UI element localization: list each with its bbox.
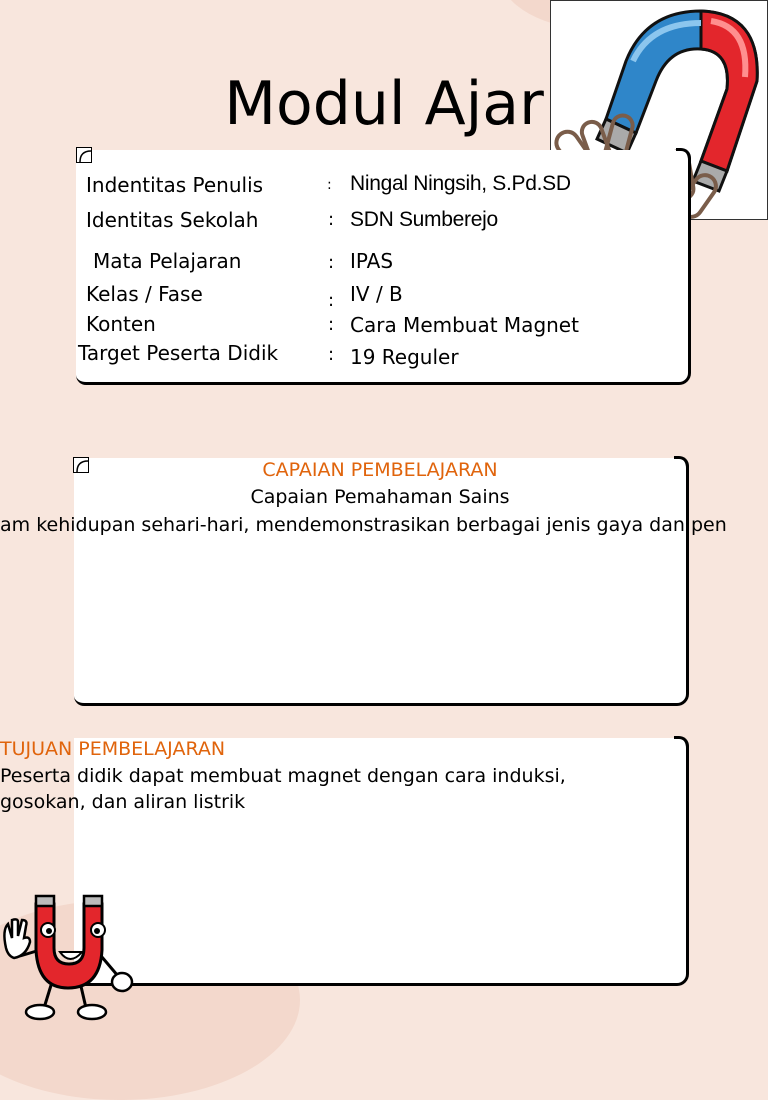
colon-konten: : — [328, 314, 335, 335]
label-kelas: Kelas / Fase — [86, 282, 203, 306]
value-mapel: IPAS — [350, 249, 394, 273]
capaian-heading: CAPAIAN PEMBELAJARAN — [262, 459, 498, 481]
value-sekolah: SDN Sumberejo — [350, 208, 498, 231]
tujuan-line-1: Peserta didik dapat membuat magnet dengan cara induksi, — [0, 765, 566, 787]
value-konten: Cara Membuat Magnet — [350, 313, 579, 337]
card-corner — [674, 736, 689, 751]
value-penulis: Ningal Ningsih, S.Pd.SD — [350, 172, 571, 195]
label-sekolah: Identitas Sekolah — [86, 208, 259, 232]
capaian-text: am kehidupan sehari-hari, mendemonstrasikan berbagai jenis gaya dan pen — [0, 514, 727, 536]
colon-sekolah: : — [328, 209, 335, 230]
tujuan-heading: TUJUAN PEMBELAJARAN — [0, 738, 226, 760]
tujuan-line-2: gosokan, dan aliran listrik — [0, 791, 246, 813]
label-mapel: Mata Pelajaran — [93, 249, 242, 273]
value-target: 19 Reguler — [350, 345, 459, 369]
colon-target: : — [328, 344, 335, 365]
value-kelas: IV / B — [350, 282, 403, 306]
colon-penulis: : — [327, 177, 332, 193]
label-konten: Konten — [86, 312, 156, 336]
page-title: Modul Ajar — [224, 69, 544, 139]
label-target: Target Peserta Didik — [78, 341, 279, 365]
colon-mapel: : — [328, 252, 335, 273]
folded-corner-icon — [76, 147, 92, 163]
colon-kelas: : — [328, 290, 335, 311]
capaian-subheading: Capaian Pemahaman Sains — [250, 486, 510, 508]
label-penulis: Indentitas Penulis — [86, 173, 264, 197]
magnet-mascot-icon — [0, 890, 140, 1024]
